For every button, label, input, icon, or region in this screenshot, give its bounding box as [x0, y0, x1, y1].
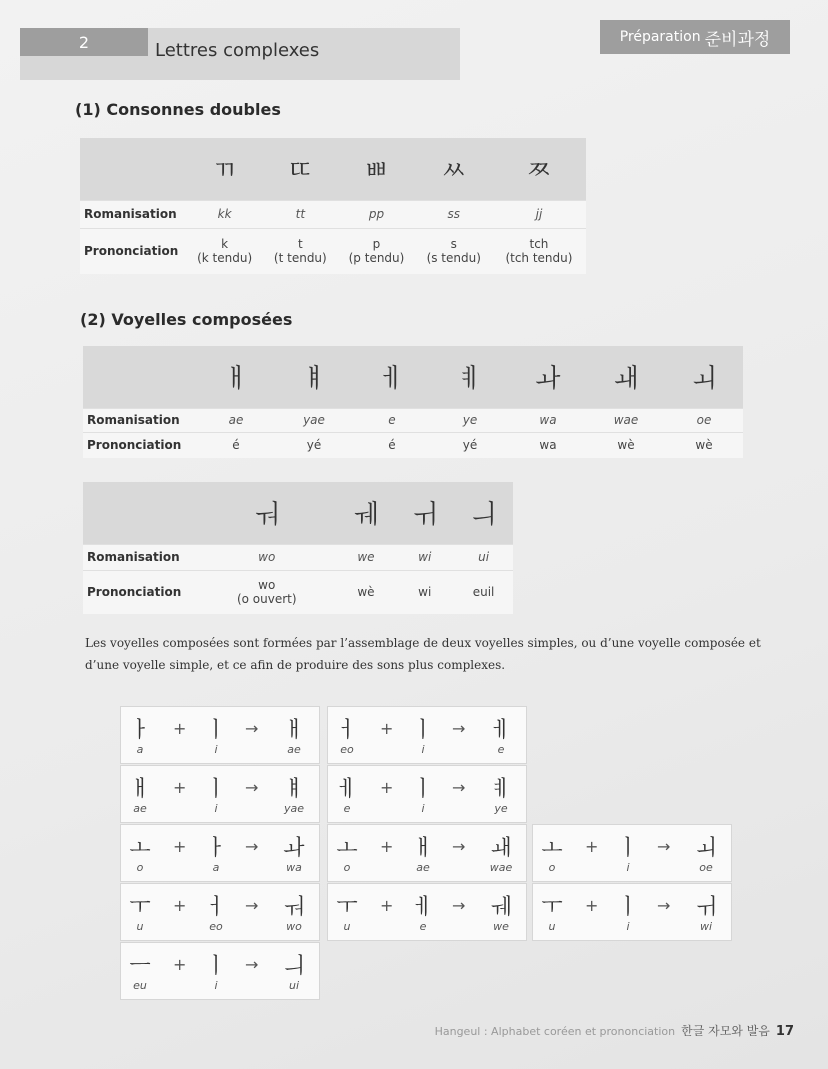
result-vowel-roman: e: [497, 743, 505, 756]
first-vowel-roman: e: [343, 802, 351, 815]
plus-sign: +: [585, 837, 599, 856]
consonant-pron: s (s tendu): [416, 228, 492, 274]
second-vowel-roman: i: [214, 979, 218, 992]
vowel-roman: ye: [431, 408, 509, 432]
result-vowel-roman: yae: [283, 802, 305, 815]
first-vowel-roman: o: [343, 861, 351, 874]
vowel-roman: wo: [197, 544, 337, 570]
result-vowel-roman: ae: [287, 743, 301, 756]
second-vowel: ㅣ: [205, 718, 227, 743]
first-vowel: ㅜ: [336, 895, 358, 920]
vowel-roman: e: [353, 408, 431, 432]
vowel-glyph: ㅐ: [197, 346, 275, 408]
first-vowel: ㅗ: [336, 836, 358, 861]
arrow-icon: →: [245, 719, 259, 738]
consonant-glyph: ㄸ: [263, 138, 337, 200]
second-vowel-roman: i: [214, 743, 218, 756]
vowel-glyph: ㅟ: [395, 482, 454, 544]
consonant-pron: tch (tch tendu): [492, 228, 586, 274]
result-vowel: ㅝ: [283, 895, 305, 920]
plus-sign: +: [173, 896, 187, 915]
consonant-roman: pp: [337, 200, 415, 228]
consonant-pron: p (p tendu): [337, 228, 415, 274]
row-label-prononciation: Prononciation: [80, 228, 186, 274]
voyelles-composees-heading: (2) Voyelles composées: [80, 310, 293, 329]
first-vowel: ㅜ: [541, 895, 563, 920]
first-vowel-roman: o: [136, 861, 144, 874]
first-vowel: ㅏ: [129, 718, 151, 743]
vowel-roman: yae: [275, 408, 353, 432]
first-vowel: ㅗ: [129, 836, 151, 861]
arrow-icon: →: [657, 896, 671, 915]
second-vowel-roman: eo: [209, 920, 223, 933]
vowel-combination: [327, 883, 527, 941]
result-vowel-roman: oe: [699, 861, 713, 874]
vowel-combination: [120, 942, 320, 1000]
plus-sign: +: [380, 837, 394, 856]
second-vowel-roman: i: [421, 743, 425, 756]
arrow-icon: →: [452, 778, 466, 797]
arrow-icon: →: [245, 778, 259, 797]
vowel-glyph: ㅒ: [275, 346, 353, 408]
result-vowel-roman: wa: [286, 861, 302, 874]
first-vowel-roman: o: [548, 861, 556, 874]
footer-text: Hangeul : Alphabet coréen et prononciation: [434, 1025, 676, 1038]
second-vowel: ㅏ: [205, 836, 227, 861]
result-vowel-roman: wae: [489, 861, 513, 874]
arrow-icon: →: [245, 896, 259, 915]
plus-sign: +: [173, 955, 187, 974]
vowel-combination: [327, 824, 527, 882]
chapter-tab-french: Préparation: [619, 29, 701, 45]
vowel-pron: euil: [454, 570, 513, 614]
plus-sign: +: [380, 719, 394, 738]
result-vowel: ㅖ: [490, 777, 512, 802]
vowel-roman: ui: [454, 544, 513, 570]
first-vowel: ㅐ: [129, 777, 151, 802]
vowel-combination: [120, 824, 320, 882]
second-vowel-roman: i: [214, 802, 218, 815]
consonant-roman: tt: [263, 200, 337, 228]
vowel-roman: wi: [395, 544, 454, 570]
vowel-pron: yé: [275, 432, 353, 458]
consonant-pron: k (k tendu): [186, 228, 263, 274]
second-vowel: ㅣ: [412, 718, 434, 743]
result-vowel: ㅒ: [283, 777, 305, 802]
vowel-pron: wo (o ouvert): [197, 570, 337, 614]
row-label-romanisation: Romanisation: [80, 200, 186, 228]
plus-sign: +: [173, 778, 187, 797]
result-vowel-roman: ui: [288, 979, 300, 992]
plus-sign: +: [173, 837, 187, 856]
arrow-icon: →: [452, 719, 466, 738]
first-vowel-roman: eo: [340, 743, 354, 756]
vowel-glyph: ㅙ: [587, 346, 665, 408]
vowel-pron: wi: [395, 570, 454, 614]
arrow-icon: →: [245, 955, 259, 974]
second-vowel: ㅣ: [205, 954, 227, 979]
vowel-glyph: ㅝ: [197, 482, 337, 544]
result-vowel: ㅔ: [490, 718, 512, 743]
vowel-glyph: ㅞ: [337, 482, 396, 544]
result-vowel-roman: ye: [494, 802, 508, 815]
first-vowel-roman: a: [136, 743, 144, 756]
second-vowel: ㅣ: [205, 777, 227, 802]
vowel-pron: wè: [587, 432, 665, 458]
plus-sign: +: [380, 896, 394, 915]
result-vowel-roman: wi: [699, 920, 713, 933]
vowel-combination: [120, 765, 320, 823]
first-vowel-roman: eu: [133, 979, 147, 992]
section-number: 2: [20, 28, 148, 56]
voyelles-table-1: [83, 346, 743, 458]
result-vowel: ㅟ: [695, 895, 717, 920]
row-label-romanisation: Romanisation: [83, 544, 197, 570]
first-vowel-roman: u: [136, 920, 144, 933]
vowel-roman: we: [337, 544, 396, 570]
second-vowel: ㅣ: [617, 895, 639, 920]
plus-sign: +: [173, 719, 187, 738]
vowel-combination: [327, 706, 527, 764]
vowel-combination: [120, 706, 320, 764]
chapter-tab: [600, 20, 790, 54]
row-label-prononciation: Prononciation: [83, 432, 197, 458]
vowel-glyph: ㅖ: [431, 346, 509, 408]
first-vowel: ㅡ: [129, 954, 151, 979]
vowel-roman: wae: [587, 408, 665, 432]
first-vowel-roman: u: [343, 920, 351, 933]
second-vowel: ㅓ: [205, 895, 227, 920]
second-vowel-roman: i: [626, 920, 630, 933]
consonant-roman: ss: [416, 200, 492, 228]
consonant-glyph: ㅉ: [492, 138, 586, 200]
consonant-glyph: ㄲ: [186, 138, 263, 200]
arrow-icon: →: [245, 837, 259, 856]
chapter-tab-korean: 준비과정: [704, 29, 771, 50]
row-label-romanisation: Romanisation: [83, 408, 197, 432]
vowel-combination: [532, 883, 732, 941]
vowel-roman: ae: [197, 408, 275, 432]
explanation-paragraph: Les voyelles composées sont formées par l’assemblage de deux voyelles simples, ou d’une voyelle composée et d’une voyelle simple, et ce afin de produire des sons plus complexes.: [85, 636, 761, 672]
result-vowel: ㅙ: [490, 836, 512, 861]
vowel-glyph: ㅢ: [454, 482, 513, 544]
plus-sign: +: [585, 896, 599, 915]
result-vowel: ㅚ: [695, 836, 717, 861]
vowel-pron: wa: [509, 432, 587, 458]
consonant-pron: t (t tendu): [263, 228, 337, 274]
vowel-roman: oe: [665, 408, 743, 432]
row-label-prononciation: Prononciation: [83, 570, 197, 614]
first-vowel: ㅜ: [129, 895, 151, 920]
result-vowel: ㅘ: [283, 836, 305, 861]
consonnes-doubles-heading: (1) Consonnes doubles: [75, 100, 281, 119]
vowel-combination: [327, 765, 527, 823]
plus-sign: +: [380, 778, 394, 797]
second-vowel: ㅐ: [412, 836, 434, 861]
vowel-roman: wa: [509, 408, 587, 432]
first-vowel-roman: ae: [133, 802, 147, 815]
second-vowel-roman: ae: [416, 861, 430, 874]
vowel-glyph: ㅔ: [353, 346, 431, 408]
section-title: Lettres complexes: [155, 40, 320, 61]
second-vowel: ㅣ: [412, 777, 434, 802]
consonant-roman: kk: [186, 200, 263, 228]
vowel-glyph: ㅘ: [509, 346, 587, 408]
consonant-glyph: ㅃ: [337, 138, 415, 200]
vowel-pron: yé: [431, 432, 509, 458]
vowel-pron: é: [353, 432, 431, 458]
arrow-icon: →: [452, 896, 466, 915]
vowel-pron: wè: [337, 570, 396, 614]
result-vowel-roman: wo: [286, 920, 302, 933]
result-vowel-roman: we: [493, 920, 509, 933]
page-footer: [435, 1022, 794, 1039]
second-vowel-roman: a: [212, 861, 220, 874]
footer-korean: 한글 자모와 발음: [681, 1024, 770, 1038]
first-vowel: ㅗ: [541, 836, 563, 861]
second-vowel-roman: i: [626, 861, 630, 874]
vowel-glyph: ㅚ: [665, 346, 743, 408]
vowel-combination: [532, 824, 732, 882]
consonant-glyph: ㅆ: [416, 138, 492, 200]
vowel-pron: é: [197, 432, 275, 458]
first-vowel-roman: u: [548, 920, 556, 933]
result-vowel: ㅢ: [283, 954, 305, 979]
result-vowel: ㅐ: [283, 718, 305, 743]
first-vowel: ㅓ: [336, 718, 358, 743]
page-number: 17: [775, 1024, 794, 1039]
arrow-icon: →: [657, 837, 671, 856]
second-vowel: ㅔ: [412, 895, 434, 920]
consonant-roman: jj: [492, 200, 586, 228]
second-vowel: ㅣ: [617, 836, 639, 861]
second-vowel-roman: e: [419, 920, 427, 933]
first-vowel: ㅔ: [336, 777, 358, 802]
vowel-combination: [120, 883, 320, 941]
voyelles-table-2: [83, 482, 513, 614]
vowel-pron: wè: [665, 432, 743, 458]
result-vowel: ㅞ: [490, 895, 512, 920]
consonnes-doubles-table: [80, 138, 586, 274]
second-vowel-roman: i: [421, 802, 425, 815]
arrow-icon: →: [452, 837, 466, 856]
